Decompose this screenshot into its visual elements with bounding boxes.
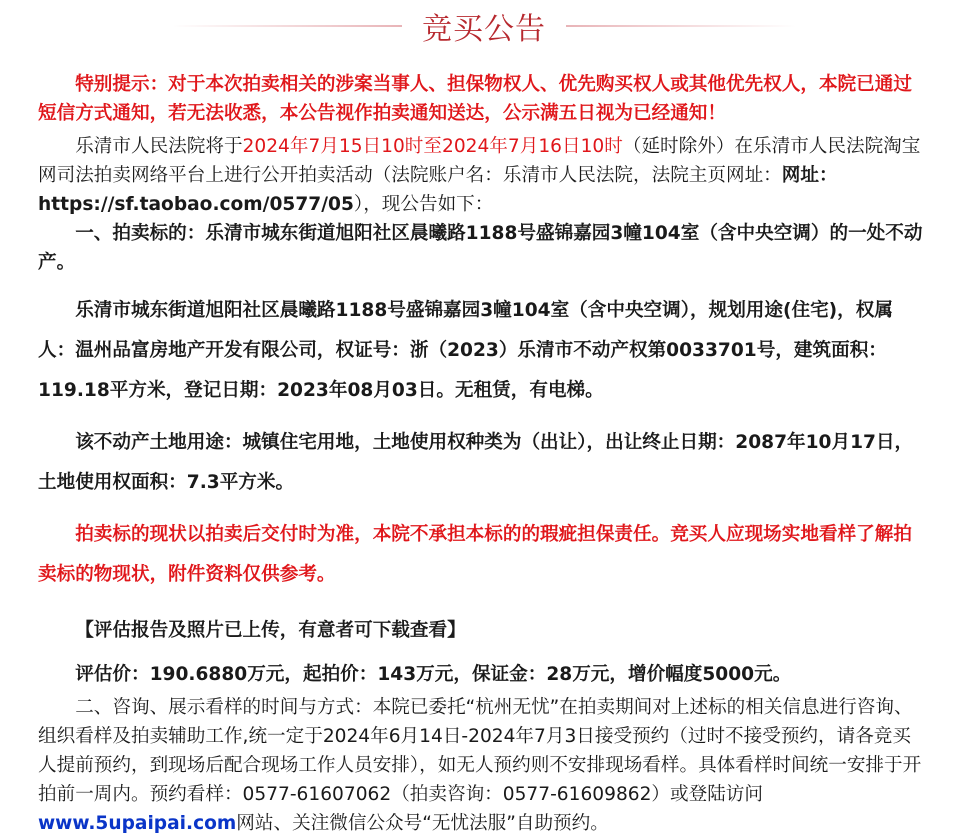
intro-text-3: ），现公告如下： xyxy=(353,194,494,215)
auction-time: 2024年7月15日10时至2024年7月16日10时 xyxy=(242,136,623,157)
special-notice-text: 对于本次拍卖相关的涉案当事人、担保物权人、优先购买权人或其他优先权人，本院已通过短信方式通知，若无法收悉，本公告视作拍卖通知送达，公示满五日视为已经通知！ xyxy=(38,74,912,124)
intro-paragraph xyxy=(38,132,926,219)
liability-warning: 拍卖标的现状以拍卖后交付时为准，本院不承担本标的的瑕疵担保责任。竞买人应现场实地看样了解拍卖标的物现状，附件资料仅供参考。 xyxy=(38,524,912,585)
report-uploaded-notice: 【评估报告及照片已上传，有意者可下载查看】 xyxy=(75,620,466,641)
section2-text-2: 网站、关注微信公众号“无忧法服”自助预约。 xyxy=(236,813,609,834)
price-info: 评估价：190.6880万元，起拍价：143万元，保证金：28万元，增价幅度5000元。 xyxy=(75,664,792,685)
court-homepage-url[interactable]: 网址：https://sf.taobao.com/0577/05 xyxy=(38,165,838,215)
special-notice-prefix: 特别提示： xyxy=(75,74,169,95)
intro-text-2: （延时除外）在乐清市人民法院淘宝网司法拍卖网络平台上进行公开拍卖活动（法院账户名：乐清市人民法院，法院主页网址： xyxy=(38,136,921,186)
section2-viewing xyxy=(38,693,926,838)
section1-heading: 一、拍卖标的：乐清市城东街道旭阳社区晨曦路1188号盛锦嘉园3幢104室（含中央空调）的一处不动产。 xyxy=(38,223,923,273)
title-bar xyxy=(0,0,968,52)
land-use-description: 该不动产土地用途：城镇住宅用地，土地使用权种类为（出让），出让终止日期：2087年10月17日，土地使用权面积：7.3平方米。 xyxy=(38,432,914,493)
announcement-body xyxy=(38,70,926,838)
special-notice xyxy=(38,70,926,128)
property-description: 乐清市城东街道旭阳社区晨曦路1188号盛锦嘉园3幢104室（含中央空调），规划用途(住宅)，权属人：温州品富房地产开发有限公司，权证号：浙（2023）乐清市不动产权第0033701号，建筑面积：119.18平方米，登记日期：2023年08月03日。无租赁，有电梯。 xyxy=(38,300,893,401)
page-title: 竞买公告 xyxy=(422,12,546,47)
section2-text-1: 二、咨询、展示看样的时间与方式：本院已委托“杭州无忧”在拍卖期间对上述标的相关信息进行咨询、组织看样及拍卖辅助工作,统一定于2024年6月14日-2024年7月3日接受预约（过时不接受预约，请各竞买人提前预约，到现场后配合现场工作人员安排），如无人预约则不安排现场看样。具体看样时间统一安排于开拍前一周内。预约看样：0577-61607062（拍卖咨询：0577-61609862）或登陆访问 xyxy=(38,697,922,805)
title-decor-right xyxy=(566,25,796,27)
intro-text-1: 乐清市人民法院将于 xyxy=(75,136,243,157)
website-link[interactable]: www.5upaipai.com xyxy=(38,813,237,834)
title-decor-left xyxy=(172,25,402,27)
